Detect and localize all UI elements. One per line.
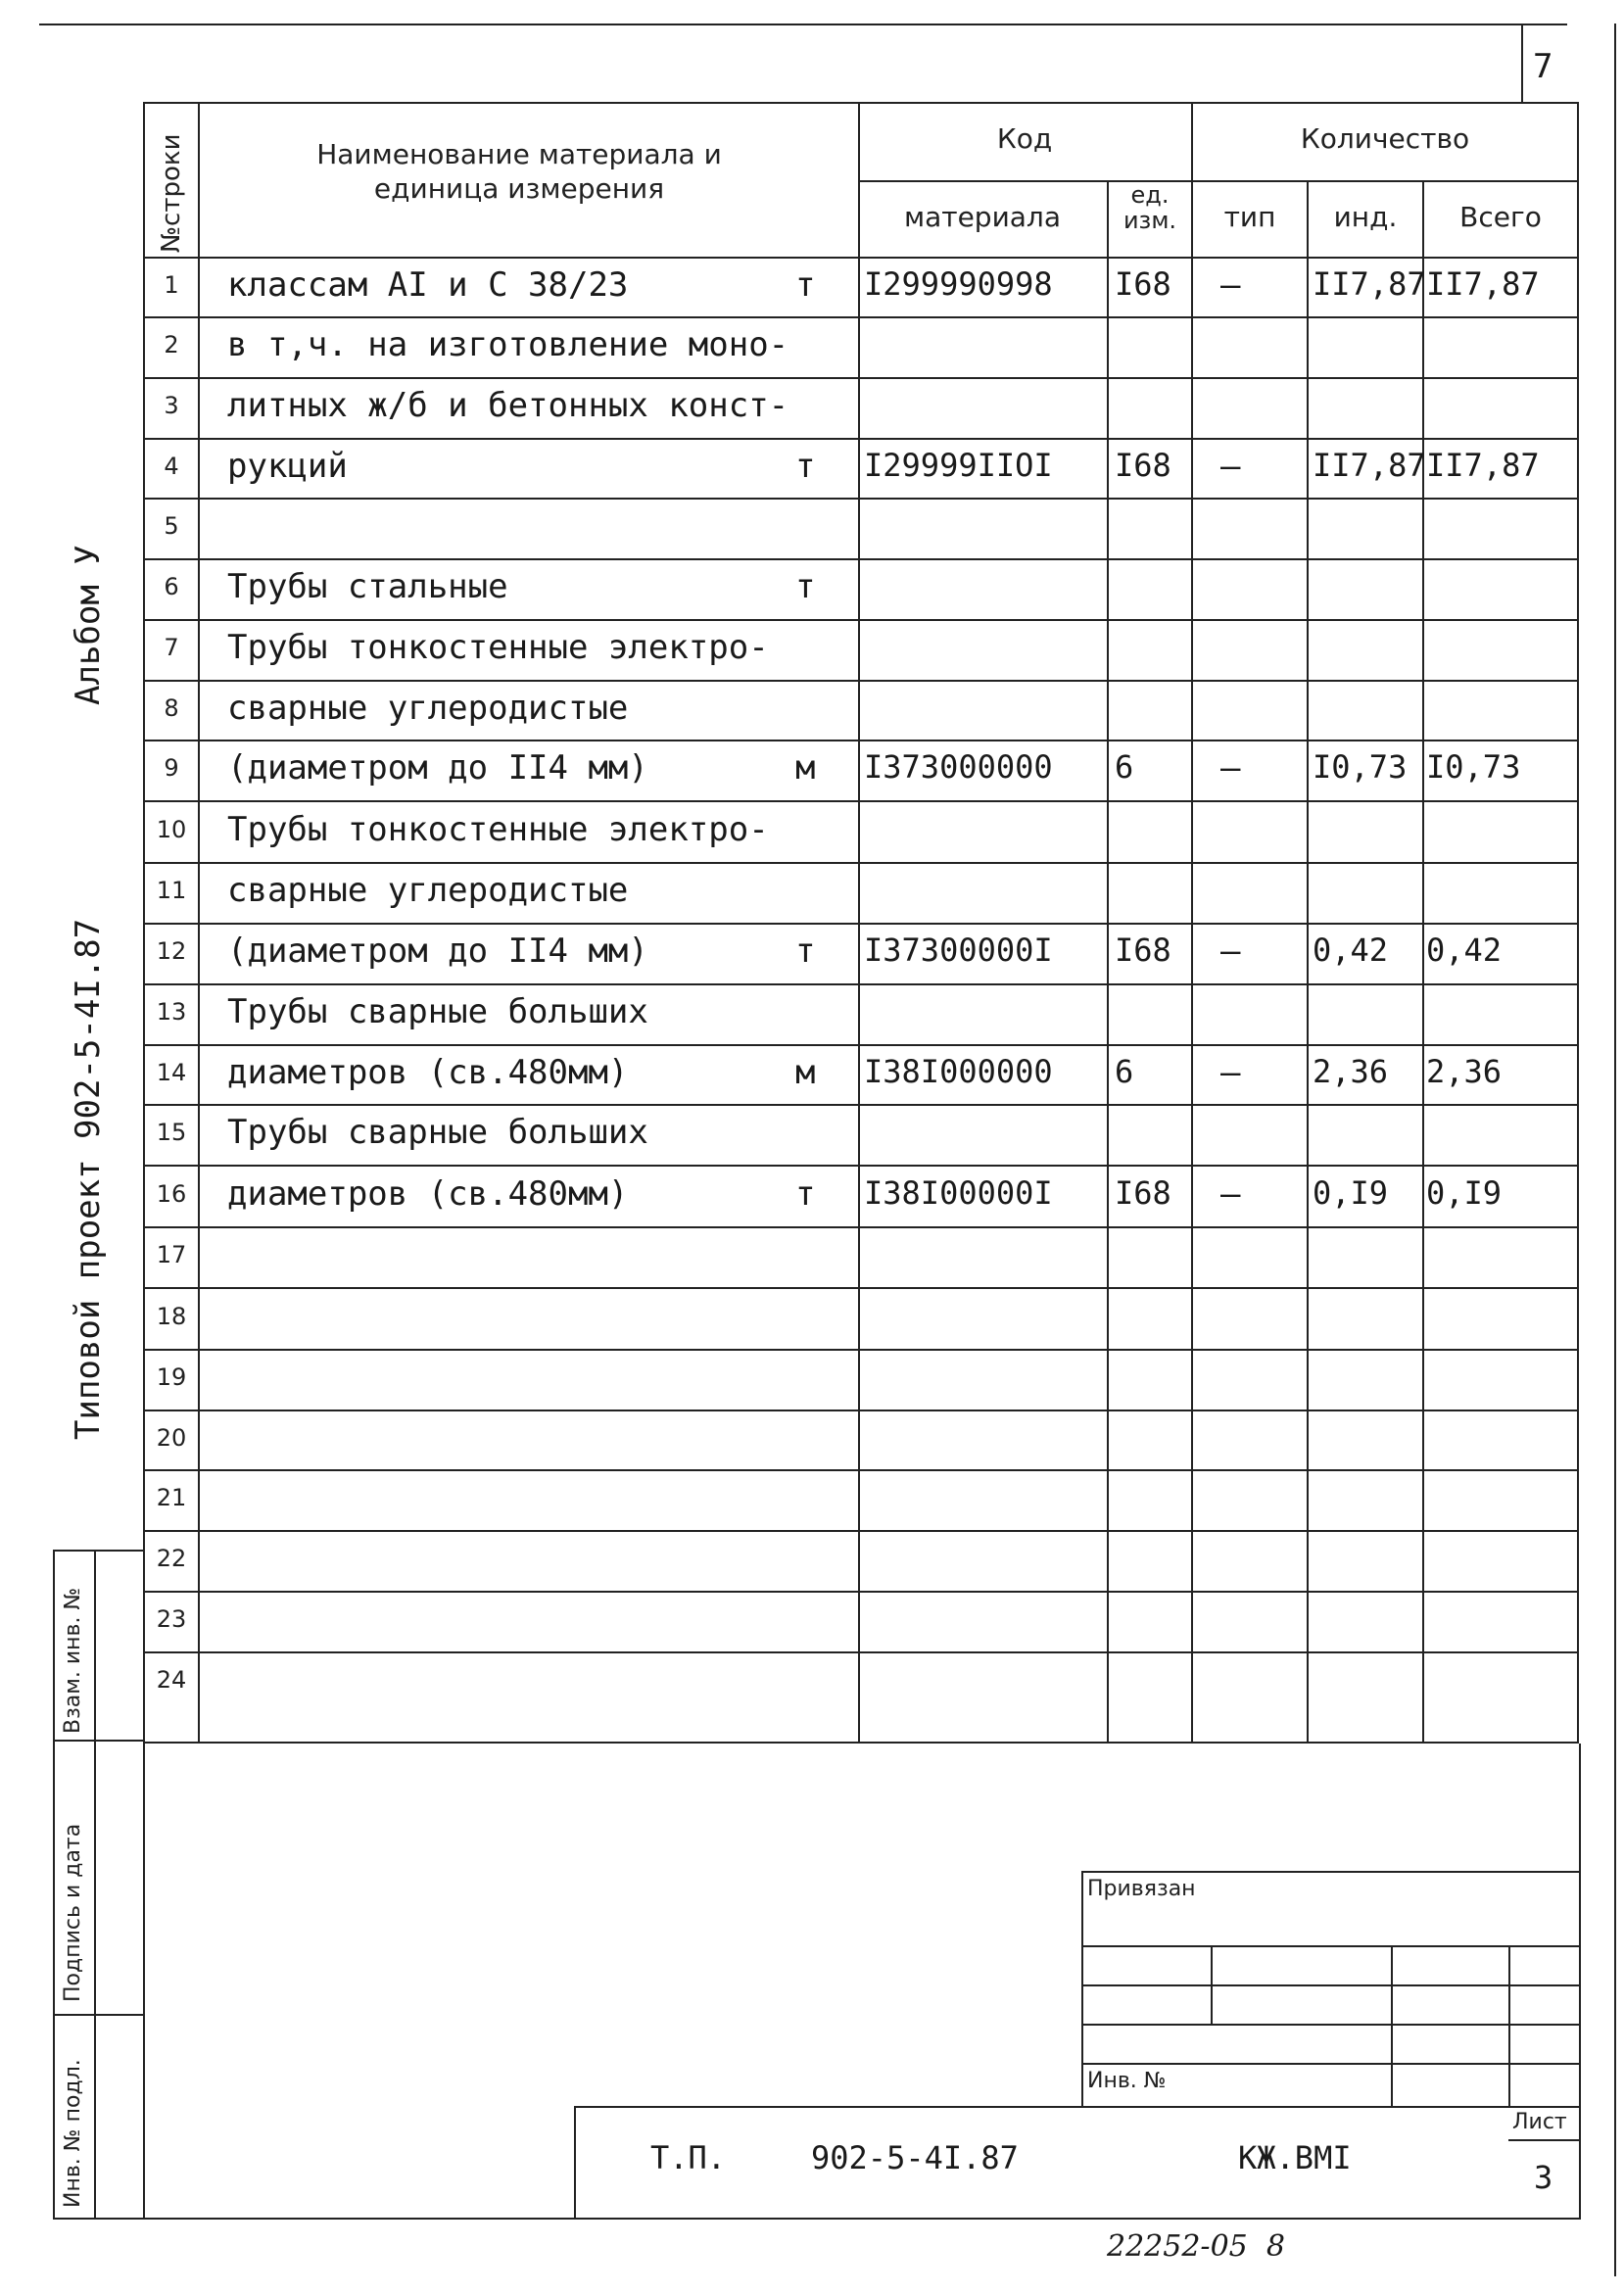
unit-code: I68 (1115, 265, 1171, 303)
unit-code: 6 (1115, 1053, 1134, 1090)
quantity-type: – (1220, 447, 1241, 486)
material-name: литных ж/б и бетонных конст- (227, 386, 789, 425)
quantity-total: I0,73 (1426, 748, 1521, 786)
row-number: 1 (164, 271, 179, 299)
row-number: 17 (156, 1241, 187, 1268)
quantity-total: 0,42 (1426, 932, 1503, 969)
sheet-label: Лист (1512, 2110, 1567, 2134)
row-number: 21 (156, 1484, 187, 1511)
tp-label: Т.П. (650, 2139, 727, 2176)
unit: т (795, 1174, 816, 1214)
unit: м (795, 748, 816, 788)
project-label: Типовой проект 902-5-4I.87 (69, 918, 108, 1440)
inv-no-label: Инв. № (1087, 2069, 1167, 2093)
row-number: 18 (156, 1303, 187, 1330)
quantity-type: – (1220, 932, 1241, 971)
quantity-individual: I0,73 (1313, 748, 1408, 786)
quantity-individual: 2,36 (1313, 1053, 1389, 1090)
quantity-individual: II7,87 (1313, 447, 1426, 484)
row-number: 22 (156, 1545, 187, 1572)
unit-code: I68 (1115, 932, 1171, 969)
row-number: 20 (156, 1424, 187, 1452)
quantity-total: II7,87 (1426, 265, 1540, 303)
code-material-header: материала (903, 201, 1061, 233)
quantity-type: – (1220, 265, 1241, 305)
unit: м (795, 1053, 816, 1092)
material-name: Трубы тонкостенные электро- (227, 810, 769, 849)
code-group-header: Код (996, 122, 1053, 155)
material-name: Трубы стальные (227, 567, 508, 606)
quantity-type: – (1220, 1053, 1241, 1092)
quantity-type: – (1220, 748, 1241, 788)
row-number: 11 (156, 877, 187, 904)
row-number: 3 (164, 392, 179, 419)
vzam-inv-label: Взам. инв. № (61, 1587, 85, 1734)
row-number: 15 (156, 1119, 187, 1146)
project-number: 902-5-4I.87 (811, 2139, 1019, 2176)
material-name: классам АI и С 38/23 (227, 265, 629, 305)
material-name: сварные углеродистые (227, 689, 629, 728)
code-unit-header: ед. изм. (1122, 181, 1177, 235)
material-code: I373000000 (864, 748, 1053, 786)
row-number: 4 (164, 453, 179, 480)
material-code: I37300000I (864, 932, 1053, 969)
row-number-header: №строки (157, 133, 186, 253)
quantity-total: 2,36 (1426, 1053, 1503, 1090)
unit-code: I68 (1115, 1174, 1171, 1212)
material-name: сварные углеродистые (227, 871, 629, 910)
footer-note: 22252-05 8 (1107, 2229, 1285, 2264)
material-code: I38I000000 (864, 1053, 1053, 1090)
material-code: I299990998 (864, 265, 1053, 303)
material-name: рукций (227, 447, 348, 486)
material-name: диаметров (св.480мм) (227, 1174, 629, 1214)
quantity-group-header: Количество (1300, 122, 1470, 155)
unit: т (795, 932, 816, 971)
page-number: 7 (1533, 47, 1553, 86)
row-number: 5 (164, 512, 179, 540)
quantity-type: – (1220, 1174, 1241, 1214)
qty-type-header: тип (1223, 201, 1276, 233)
name-header: Наименование материала и единица измерения (316, 138, 722, 205)
material-name: Трубы сварные больших (227, 992, 648, 1031)
material-name: диаметров (св.480мм) (227, 1053, 629, 1092)
row-number: 7 (164, 634, 179, 661)
unit-code: I68 (1115, 447, 1171, 484)
unit: т (795, 265, 816, 305)
material-name: (диаметром до II4 мм) (227, 748, 648, 788)
row-number: 2 (164, 331, 179, 358)
row-number: 9 (164, 754, 179, 782)
material-name: Трубы тонкостенные электро- (227, 628, 769, 667)
inv-podl-label: Инв. № подл. (61, 2059, 85, 2208)
material-name: Трубы сварные больших (227, 1113, 648, 1152)
row-number: 14 (156, 1059, 187, 1086)
quantity-total: 0,I9 (1426, 1174, 1503, 1212)
material-name: (диаметром до II4 мм) (227, 932, 648, 971)
row-number: 8 (164, 694, 179, 722)
album-label: Альбом У (69, 545, 108, 705)
row-number: 10 (156, 816, 187, 843)
material-name: в т,ч. на изготовление моно- (227, 325, 789, 364)
qty-ind-header: инд. (1333, 201, 1398, 233)
document-code: КЖ.ВМI (1238, 2139, 1352, 2176)
unit: т (795, 447, 816, 486)
privyazan-label: Привязан (1087, 1877, 1196, 1901)
row-number: 16 (156, 1180, 187, 1208)
row-number: 12 (156, 937, 187, 965)
row-number: 23 (156, 1605, 187, 1633)
unit-code: 6 (1115, 748, 1134, 786)
row-number: 19 (156, 1363, 187, 1391)
row-number: 24 (156, 1666, 187, 1694)
material-code: I38I00000I (864, 1174, 1053, 1212)
sheet-number: 3 (1534, 2159, 1553, 2196)
row-number: 13 (156, 998, 187, 1026)
quantity-individual: 0,42 (1313, 932, 1389, 969)
quantity-individual: II7,87 (1313, 265, 1426, 303)
quantity-individual: 0,I9 (1313, 1174, 1389, 1212)
unit: т (795, 567, 816, 606)
row-number: 6 (164, 573, 179, 600)
quantity-total: II7,87 (1426, 447, 1540, 484)
material-code: I29999IIOI (864, 447, 1053, 484)
signature-date-label: Подпись и дата (61, 1823, 85, 2002)
qty-total-header: Всего (1459, 201, 1542, 233)
